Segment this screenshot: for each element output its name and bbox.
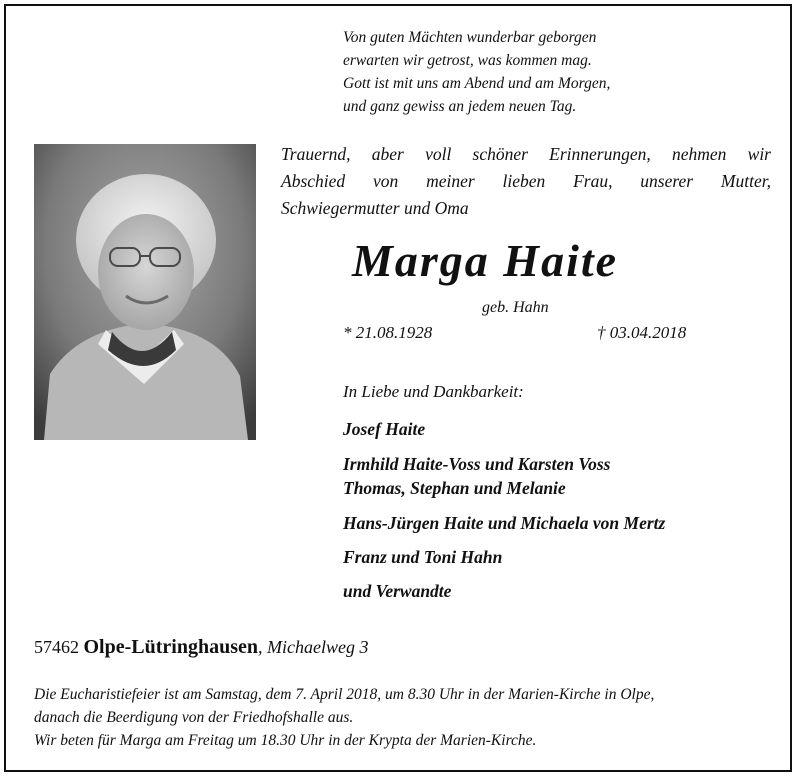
- mourner-name: Franz und Toni Hahn: [343, 547, 503, 567]
- poem-line: erwarten wir getrost, was kommen mag.: [343, 52, 592, 69]
- mourner-name: Hans-Jürgen Haite und Michaela von Mertz: [343, 513, 666, 533]
- intro-line: Abschied von meiner lieben Frau, unserer Mutter,: [281, 171, 771, 191]
- intro-line: Schwiegermutter und Oma: [281, 198, 469, 218]
- portrait-photo: [34, 144, 256, 440]
- intro-text: [281, 141, 771, 222]
- mourner-name: und Verwandte: [343, 581, 452, 601]
- mourner-name: Irmhild Haite-Voss und Karsten Voss: [343, 454, 611, 474]
- birth-date: * 21.08.1928: [343, 323, 433, 342]
- intro-line: Trauernd, aber voll schöner Erinnerungen, nehmen wir: [281, 144, 771, 164]
- service-line: Die Eucharistiefeier ist am Samstag, dem 7. April 2018, um 8.30 Uhr in der Marien-Kirche in Olpe,: [34, 686, 655, 703]
- mourner-name: Thomas, Stephan und Melanie: [343, 478, 566, 498]
- poem-line: und ganz gewiss an jedem neuen Tag.: [343, 98, 577, 115]
- poem: [343, 26, 610, 118]
- service-line: Wir beten für Marga am Freitag um 18.30 Uhr in der Krypta der Marien-Kirche.: [34, 732, 537, 749]
- poem-line: Von guten Mächten wunderbar geborgen: [343, 29, 597, 46]
- street-address: , Michaelweg 3: [257, 637, 369, 657]
- maiden-name: geb. Hahn: [482, 299, 549, 316]
- deceased-name: Marga Haite: [352, 235, 619, 286]
- postal-code: 57462: [34, 637, 79, 657]
- service-info: [34, 683, 774, 752]
- service-line: danach die Beerdigung von der Friedhofshalle aus.: [34, 709, 354, 726]
- mourner-name: Josef Haite: [343, 419, 426, 439]
- death-date: † 03.04.2018: [597, 323, 687, 342]
- city-name: Olpe-Lütringhausen: [83, 636, 258, 658]
- mourners-heading: In Liebe und Dankbarkeit:: [343, 382, 524, 401]
- address: [34, 636, 368, 659]
- poem-line: Gott ist mit uns am Abend und am Morgen,: [343, 75, 611, 92]
